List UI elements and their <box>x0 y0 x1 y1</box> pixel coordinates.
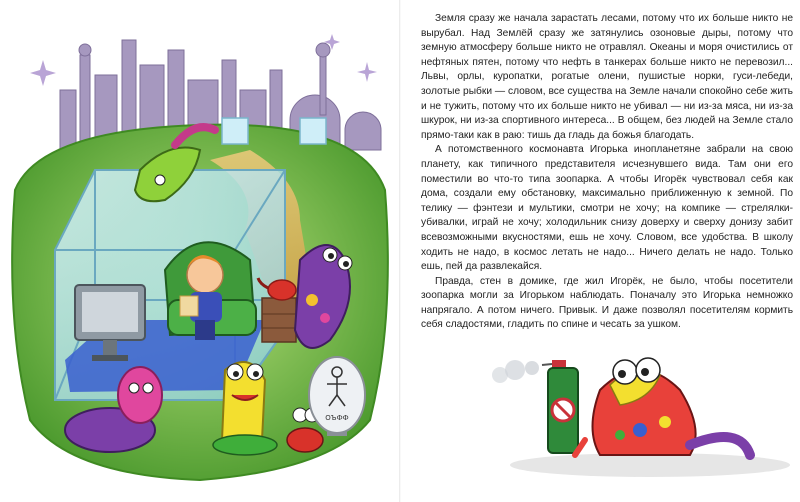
spray-can-icon <box>542 360 578 453</box>
alien-spray <box>575 358 750 455</box>
spray-alien-illustration <box>490 330 790 480</box>
spray-mist <box>492 360 539 383</box>
paragraph-2: А потомственного космонавта Игорька инопланетяне забрали на свою планету, как типичного представителя исчезнувшего вида. Там они его поместили во что-то типа зоопарка. А чтобы Игорёк чувствовал себя как дома, создали ему обстановку, максимально приближенную к земной. По телику — фэнтези и мультики, смотри не хочу; на компике — стрелялки-убивалки, играй не хочу; холодильник снизу доверху и сверху донизу забит всевозможными вкусностями, ешь не хочу. Словом, все удобства. В школу ходить не надо, в космос летать не надо... Ничего делать не надо. Только ешь, пей да развлекайся. <box>421 144 793 273</box>
paragraph-3: Правда, стен в домике, где жил Игорёк, не было, чтобы посетители зоопарка могли за Игорьком наблюдать. Поначалу это Игорька немножко напрягало. А потом ничего. Привык. И даже позволял посетителям кормить себя сладостями, гладить по спине и чесать за ушком. <box>421 275 793 331</box>
sign-text: ОЪФФ <box>325 414 349 422</box>
story-text <box>421 12 793 333</box>
dresser <box>262 298 296 342</box>
paragraph-1: Земля сразу же начала зарастать лесами, потому что их больше никто не вырубал. Над Землёй сразу же затянулись озоновые дыры, потому что земную атмосферу больше никто не отравлял. Океаны и моря очистились от нефтяных пятен, потому что нефть в танкерах больше никто не перевозил... Львы, орлы, куропатки, рогатые олени, пушистые норки, гуси-лебеди, золотые рыбки — словом, все существа на Земле начали спокойно себе жить и не тужить, потому что их больше никто не убивал — ни из-за мяса, ни из-за шкурок, ни из-за спортивного интереса... В общем, без людей на Земле стало прямо-таки как в раю: тишь да гладь да божья благодать. <box>421 13 793 141</box>
